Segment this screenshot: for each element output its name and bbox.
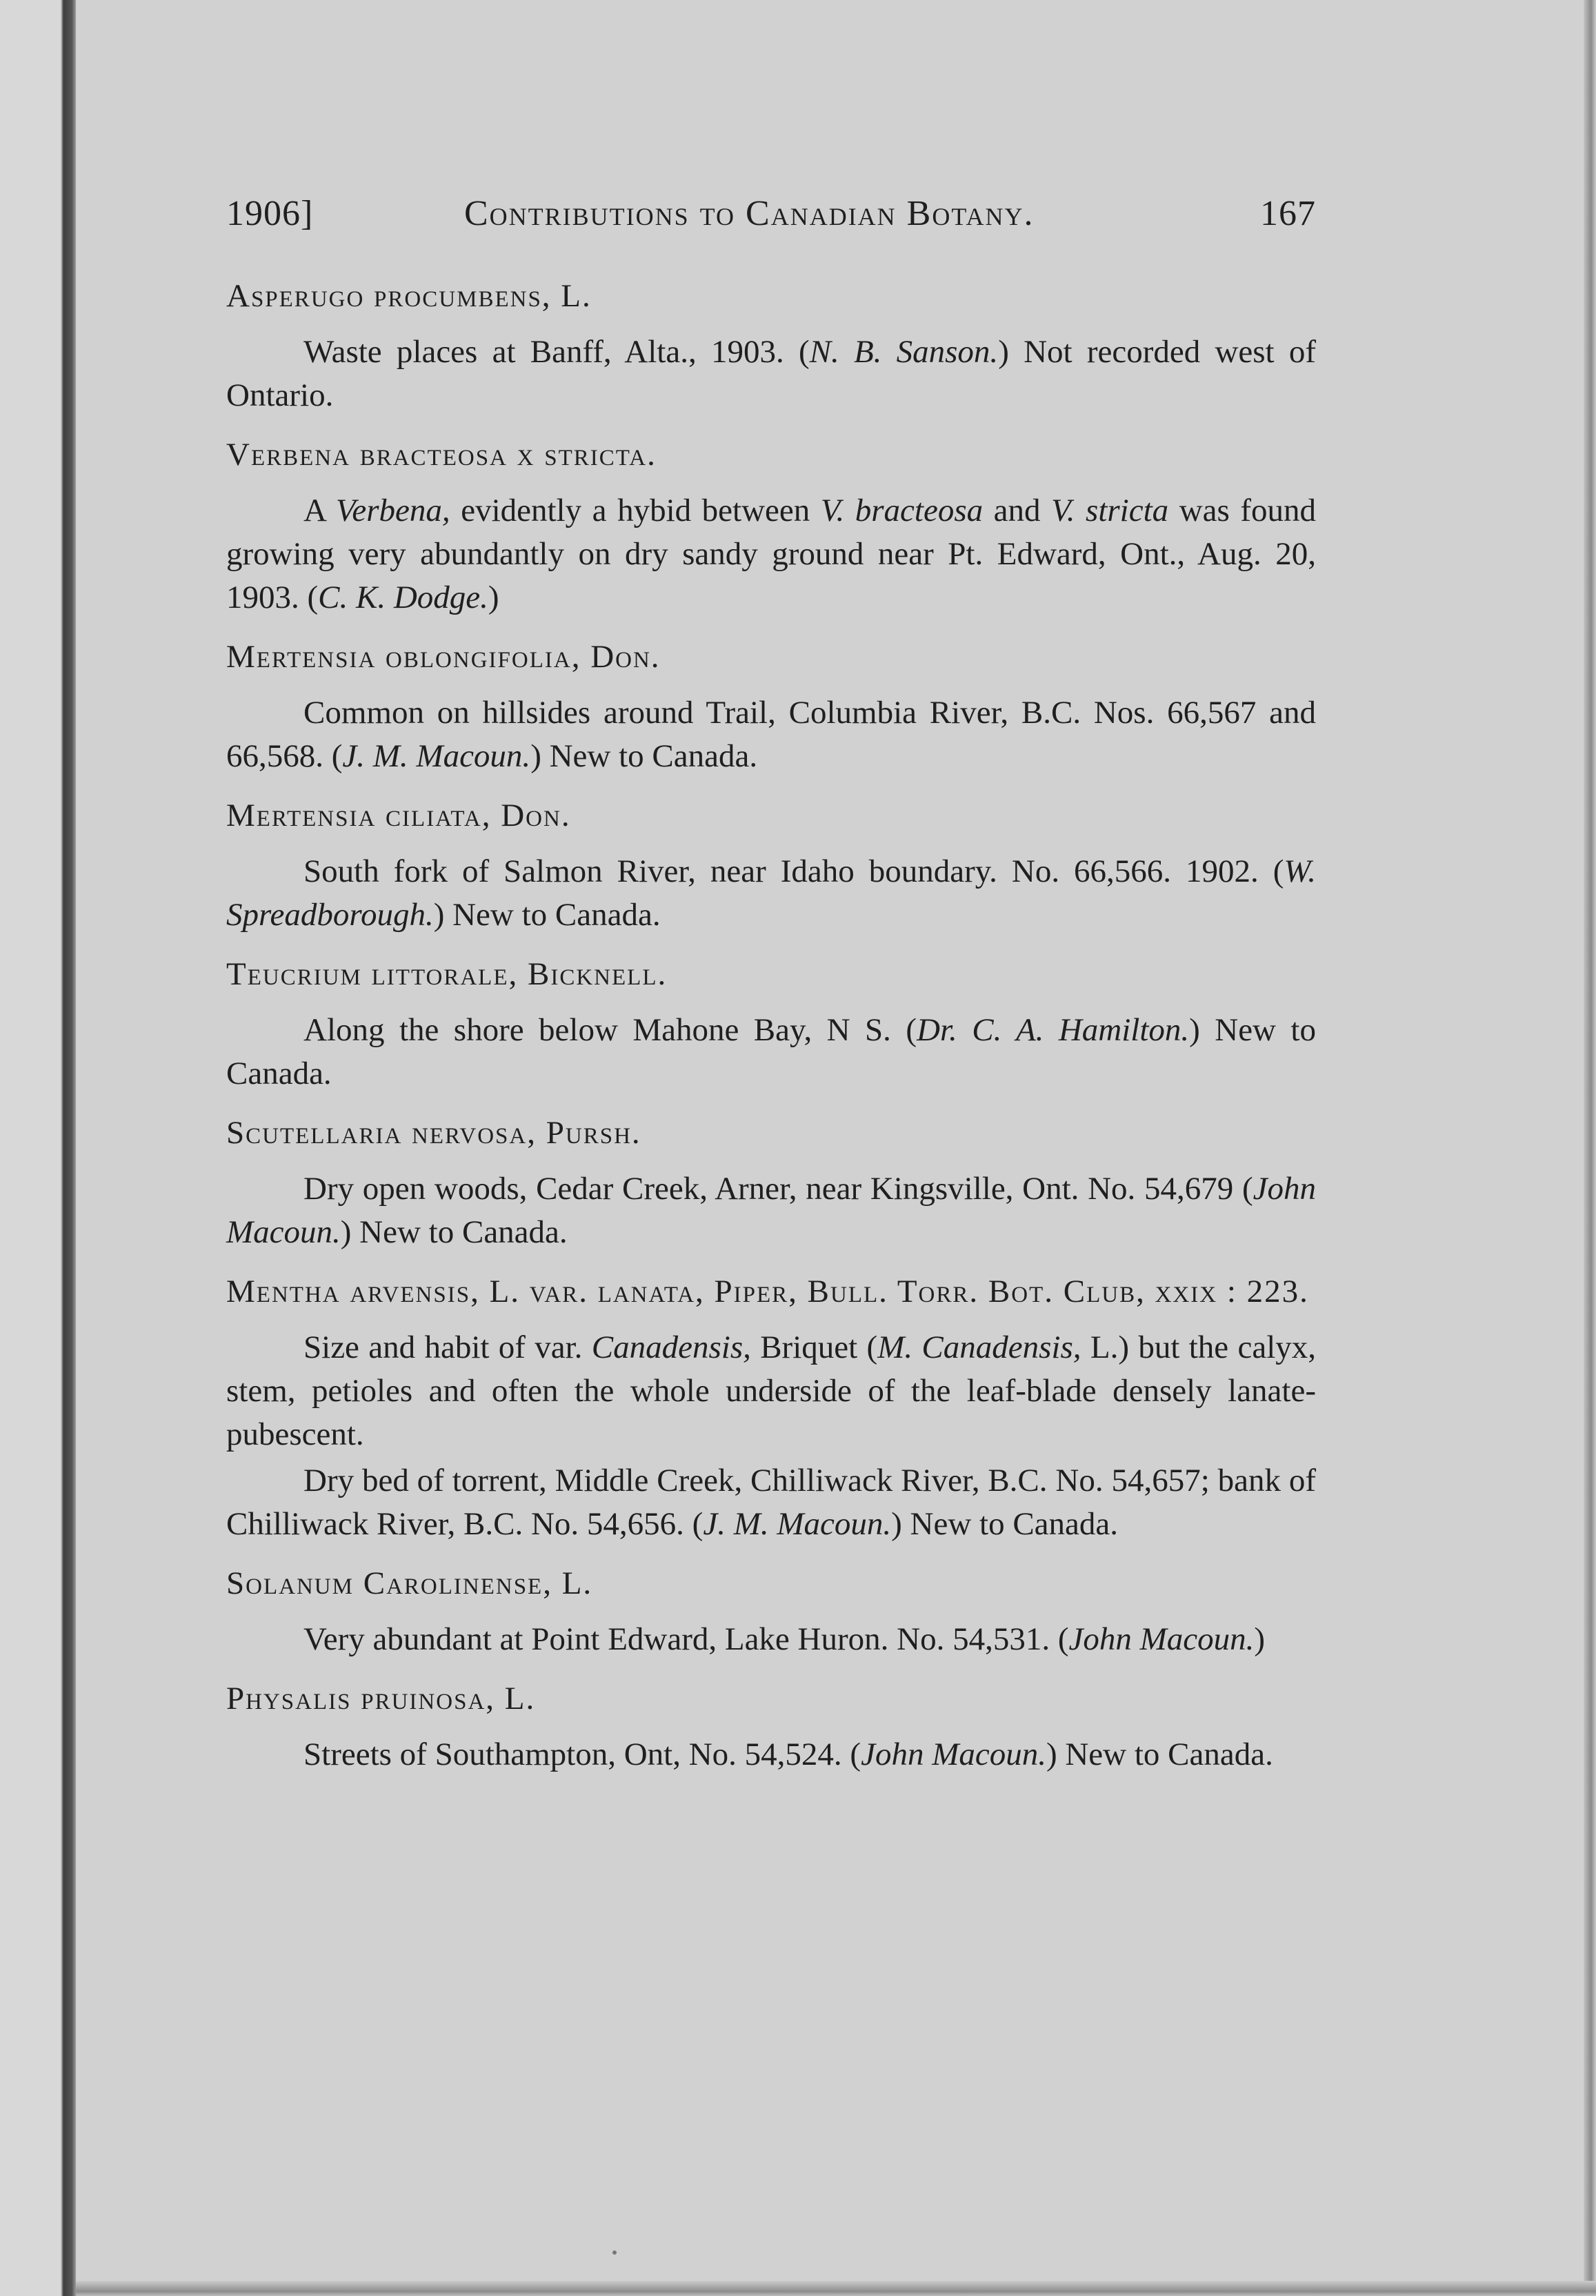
text-run: Along the shore below Mahone Bay, N S. ( bbox=[303, 1012, 917, 1048]
page-body bbox=[226, 275, 1316, 1792]
species-entry bbox=[226, 635, 1316, 778]
italic-text-run: J. M. Macoun. bbox=[342, 738, 531, 774]
text-run: ) bbox=[488, 580, 499, 615]
species-heading: Mertensia oblongifolia, Don. bbox=[226, 639, 661, 675]
text-run: ) Not recorded west of Ontario. bbox=[226, 334, 1316, 413]
running-header bbox=[226, 193, 1316, 241]
italic-text-run: M. Canadensis, bbox=[877, 1329, 1081, 1365]
text-run: and bbox=[983, 493, 1052, 528]
italic-text-run: John Macoun. bbox=[226, 1171, 1316, 1250]
record-paragraph bbox=[226, 1733, 1316, 1777]
text-run: Very abundant at Point Edward, Lake Huron. No. 54,531. ( bbox=[303, 1621, 1069, 1657]
record-paragraph bbox=[226, 850, 1316, 937]
italic-text-run: V. bracteosa bbox=[820, 493, 984, 528]
record-paragraph bbox=[226, 1009, 1316, 1096]
page-right-edge bbox=[1584, 0, 1596, 2296]
italic-text-run: Canadensis, bbox=[591, 1329, 751, 1365]
species-heading: Mentha arvensis, L. var. lanata, Piper, Bull. Torr. Bot. Club, xxix : 223. bbox=[226, 1274, 1309, 1309]
text-run: ) New to Canada. bbox=[226, 1012, 1316, 1091]
page-number: 167 bbox=[1260, 194, 1316, 233]
species-entry bbox=[226, 1677, 1316, 1777]
text-run: ) New to Canada. bbox=[340, 1214, 568, 1250]
species-entry bbox=[226, 953, 1316, 1096]
species-entry bbox=[226, 1111, 1316, 1254]
record-paragraph bbox=[226, 1326, 1316, 1456]
species-heading: Mertensia ciliata, Don. bbox=[226, 798, 571, 833]
species-entry bbox=[226, 275, 1316, 417]
text-run: L.) but the calyx, stem, petioles and often the whole underside of the leaf-blade densely lanate-pubescent. bbox=[226, 1329, 1316, 1452]
text-run: Streets of Southampton, Ont, No. 54,524. ( bbox=[303, 1736, 861, 1772]
species-heading: Teucrium littorale, Bicknell. bbox=[226, 956, 668, 992]
header-year: 1906] bbox=[226, 194, 314, 233]
italic-text-run: Verbena, bbox=[335, 493, 450, 528]
species-heading: Scutellaria nervosa, Pursh. bbox=[226, 1115, 641, 1151]
binding-edge bbox=[0, 0, 76, 2296]
text-run: ) bbox=[1254, 1621, 1266, 1657]
species-entry bbox=[226, 794, 1316, 937]
species-entry bbox=[226, 433, 1316, 620]
record-paragraph bbox=[226, 691, 1316, 778]
species-heading: Solanum Carolinense, L. bbox=[226, 1565, 593, 1601]
species-heading: Verbena bracteosa x stricta. bbox=[226, 437, 657, 473]
text-run: Dry bed of torrent, Middle Creek, Chilliwack River, B.C. No. 54,657; bank of Chilliwack River, B.C. No. 54,656. ( bbox=[226, 1463, 1316, 1542]
italic-text-run: John Macoun. bbox=[1068, 1621, 1255, 1657]
italic-text-run: W. Spreadborough. bbox=[226, 853, 1316, 933]
italic-text-run: J. M. Macoun. bbox=[703, 1506, 892, 1542]
species-entry bbox=[226, 1270, 1316, 1546]
text-run: Size and habit of var. bbox=[303, 1329, 592, 1365]
text-run: A bbox=[303, 493, 336, 528]
text-run: Dry open woods, Cedar Creek, Arner, near Kingsville, Ont. No. 54,679 ( bbox=[303, 1171, 1253, 1207]
text-run: was found growing very abundantly on dry sandy ground near Pt. Edward, Ont., Aug. 20, 1903. ( bbox=[226, 493, 1316, 615]
text-run: ) New to Canada. bbox=[1046, 1736, 1273, 1772]
text-run: Common on hillsides around Trail, Columbia River, B.C. Nos. 66,567 and 66,568. ( bbox=[226, 695, 1316, 774]
species-heading: Physalis pruinosa, L. bbox=[226, 1681, 536, 1716]
italic-text-run: V. stricta bbox=[1051, 493, 1169, 528]
text-run: Waste places at Banff, Alta., 1903. ( bbox=[303, 334, 810, 370]
italic-text-run: Dr. C. A. Hamilton. bbox=[917, 1012, 1190, 1048]
text-run: Briquet ( bbox=[750, 1329, 878, 1365]
record-paragraph bbox=[226, 1167, 1316, 1254]
italic-text-run: C. K. Dodge. bbox=[318, 580, 488, 615]
print-speck bbox=[612, 2250, 617, 2255]
text-run: evidently a hybid between bbox=[450, 493, 821, 528]
record-paragraph bbox=[226, 1459, 1316, 1546]
species-heading: Asperugo procumbens, L. bbox=[226, 278, 592, 314]
text-run: ) New to Canada. bbox=[433, 897, 661, 933]
italic-text-run: N. B. Sanson. bbox=[809, 334, 999, 370]
text-run: ) New to Canada. bbox=[891, 1506, 1118, 1542]
text-run: South fork of Salmon River, near Idaho boundary. No. 66,566. 1902. ( bbox=[303, 853, 1284, 889]
species-entry bbox=[226, 1562, 1316, 1661]
text-run: ) New to Canada. bbox=[530, 738, 758, 774]
page-bottom-edge bbox=[76, 2281, 1596, 2296]
record-paragraph bbox=[226, 1618, 1316, 1661]
record-paragraph bbox=[226, 330, 1316, 417]
header-title: Contributions to Canadian Botany. bbox=[464, 194, 1035, 233]
record-paragraph bbox=[226, 489, 1316, 620]
italic-text-run: John Macoun. bbox=[861, 1736, 1046, 1772]
